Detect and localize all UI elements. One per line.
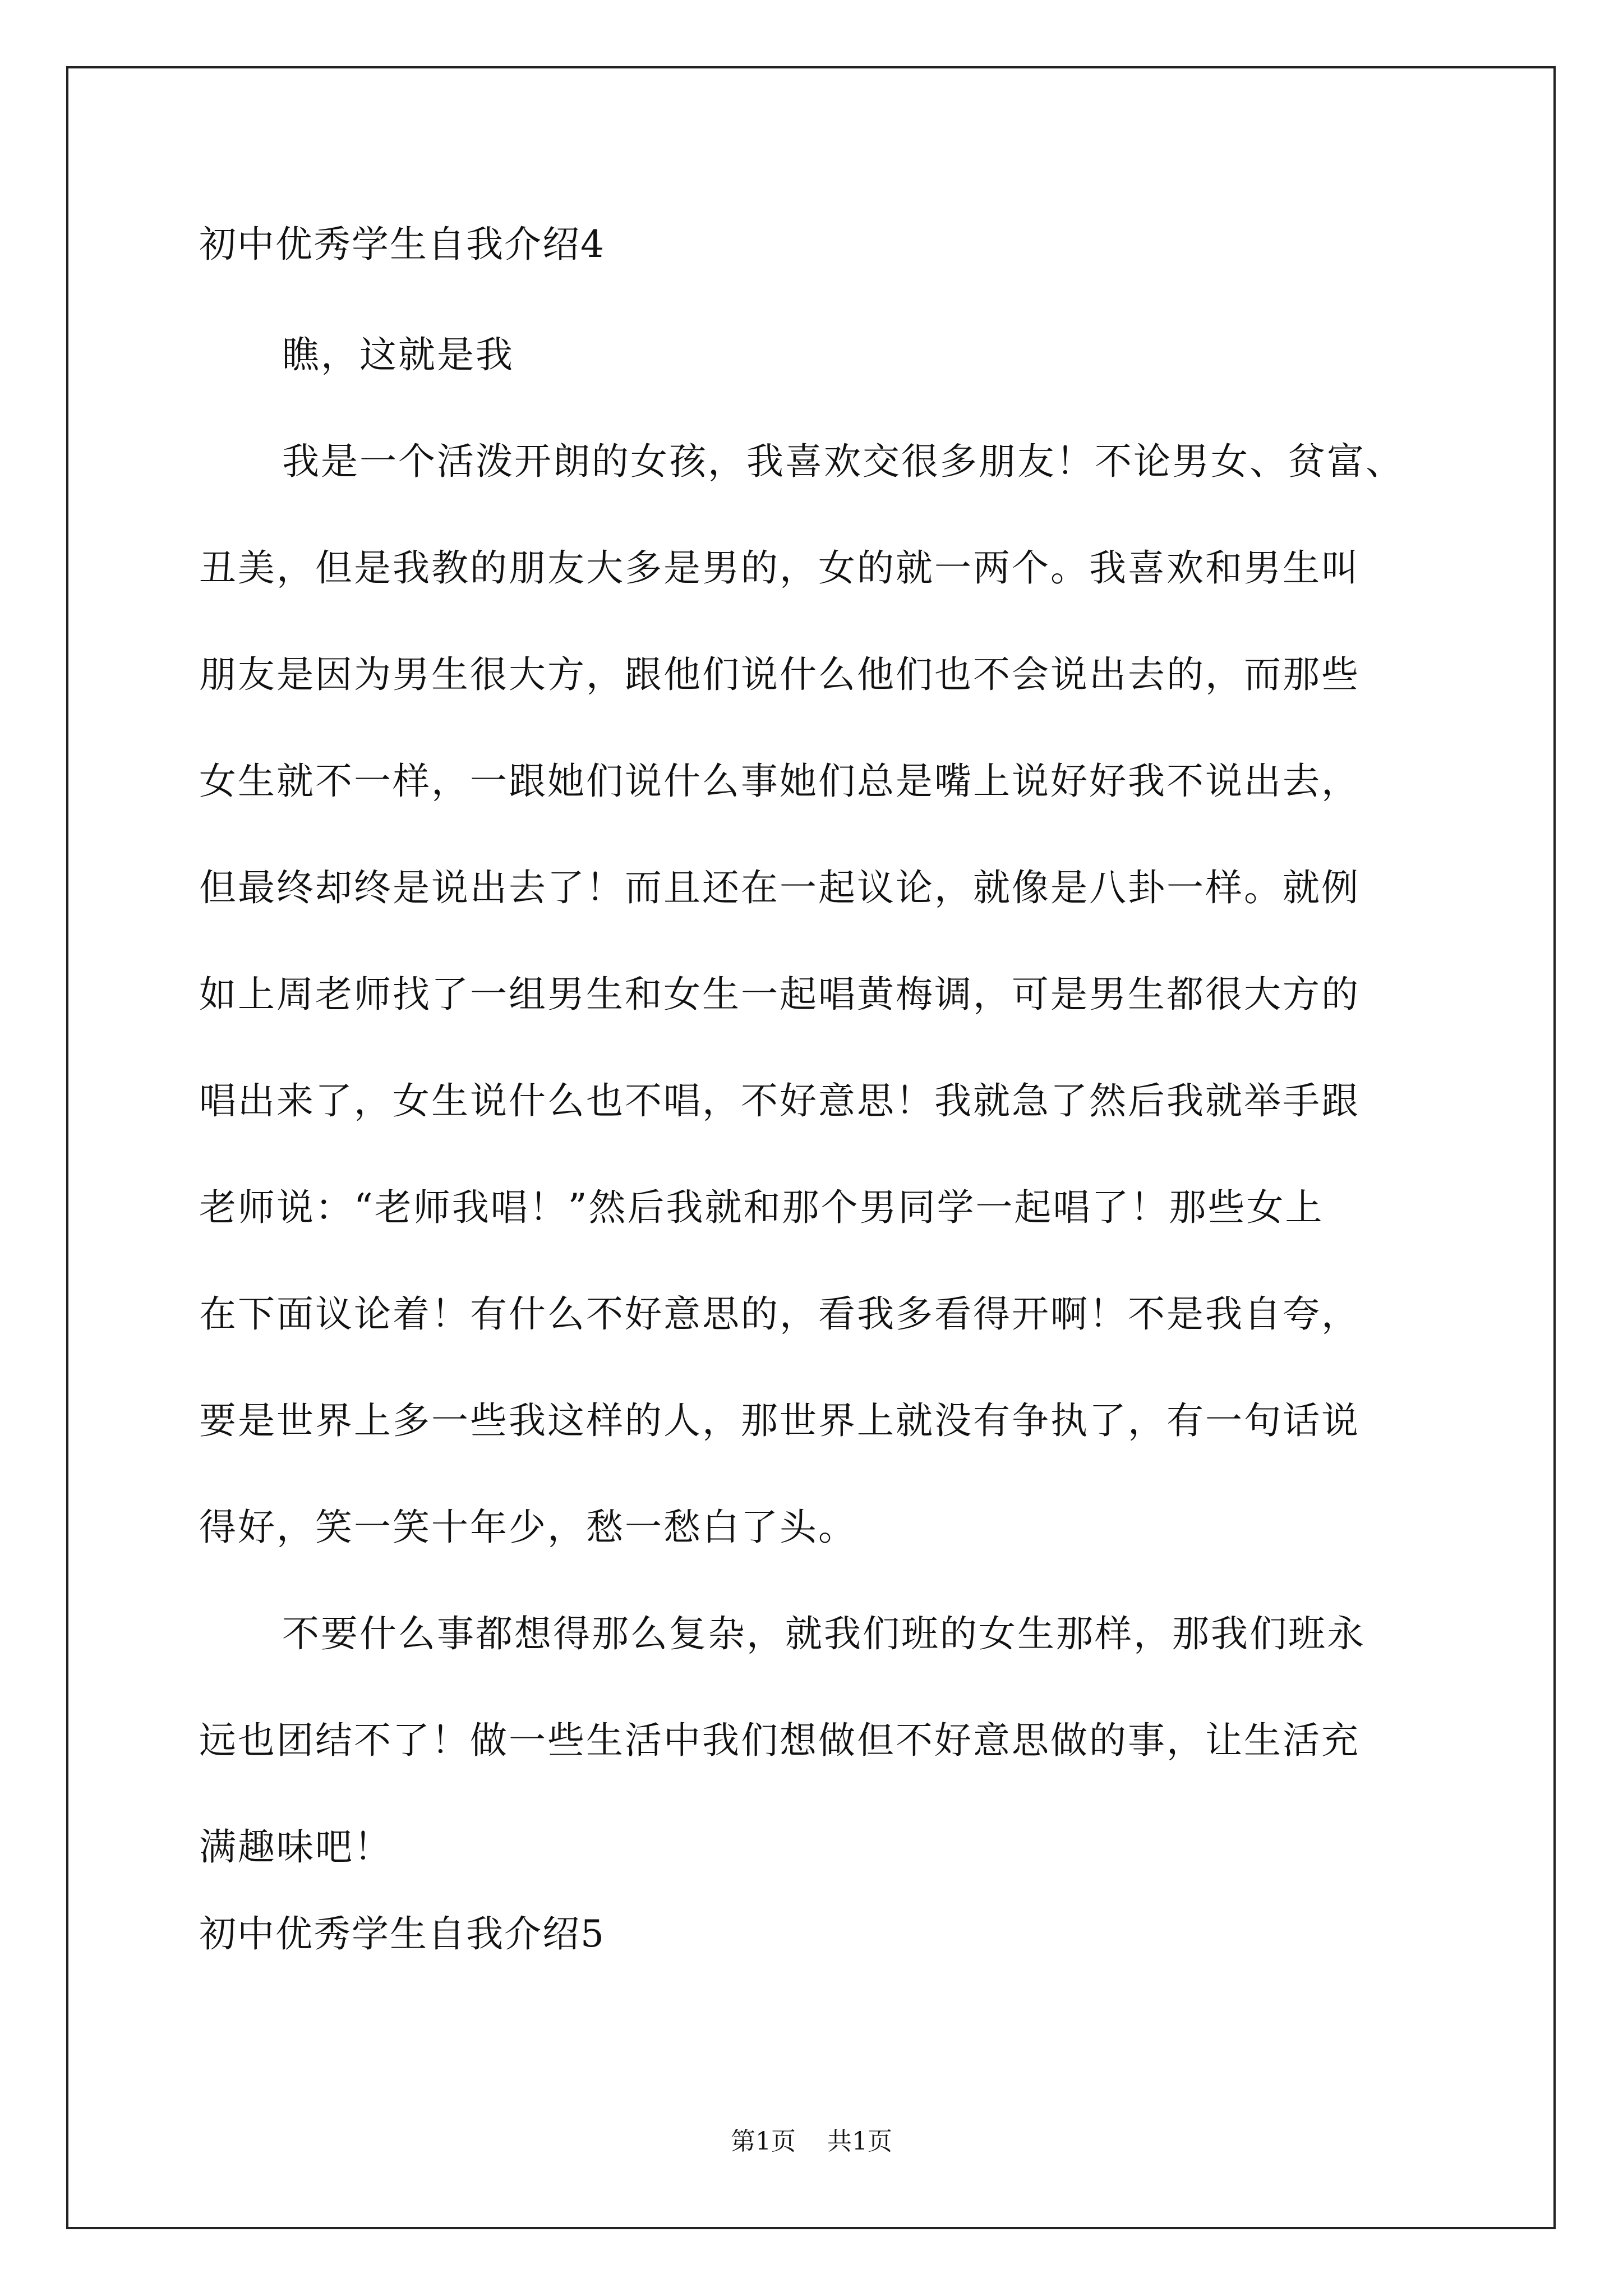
paragraph-1 [199, 408, 1467, 1581]
paragraph-line: 满趣味吧！ [199, 1825, 393, 1869]
paragraph-line: 在下面议论着！有什么不好意思的，看我多看得开啊！不是我自夸， [199, 1292, 1360, 1336]
page-footer [0, 2125, 1623, 2159]
paragraph-line: 唱出来了，女生说什么也不唱，不好意思！我就急了然后我就举手跟 [199, 1079, 1360, 1122]
paragraph-line: 不要什么事都想得那么复杂，就我们班的女生那样，那我们班永 [282, 1612, 1366, 1655]
document-body [199, 217, 1467, 1991]
paragraph-line: 要是世界上多一些我这样的人，那世界上就没有争执了，有一句话说 [199, 1399, 1360, 1442]
subtitle-paragraph [199, 302, 1467, 408]
paragraph-2 [199, 1581, 1467, 1901]
paragraph-line: 我是一个活泼开朗的女孩，我喜欢交很多朋友！不论男女、贫富、 [282, 440, 1404, 483]
paragraph-line: 老师说：“老师我唱！”然后我就和那个男同学一起唱了！那些女上 [199, 1186, 1324, 1229]
paragraph-line: 丑美，但是我教的朋友大多是男的，女的就一两个。我喜欢和男生叫 [199, 546, 1360, 590]
paragraph-line: 如上周老师找了一组男生和女生一起唱黄梅调，可是男生都很大方的 [199, 973, 1360, 1016]
page-number-current: 第1页 [731, 2127, 796, 2156]
paragraph-line: 但最终却终是说出去了！而且还在一起议论，就像是八卦一样。就例 [199, 866, 1360, 909]
paragraph-line: 女生就不一样，一跟她们说什么事她们总是嘴上说好好我不说出去， [199, 760, 1360, 803]
paragraph-line: 得好，笑一笑十年少，愁一愁白了头。 [199, 1506, 857, 1549]
page-number-total: 共1页 [827, 2127, 892, 2156]
section-heading-4: 初中优秀学生自我介绍4 [199, 223, 605, 266]
subtitle-text: 瞧，这就是我 [282, 333, 514, 376]
section-heading-5: 初中优秀学生自我介绍5 [199, 1912, 605, 1955]
paragraph-line: 远也团结不了！做一些生活中我们想做但不好意思做的事，让生活充 [199, 1719, 1360, 1762]
paragraph-line: 朋友是因为男生很大方，跟他们说什么他们也不会说出去的，而那些 [199, 653, 1360, 696]
